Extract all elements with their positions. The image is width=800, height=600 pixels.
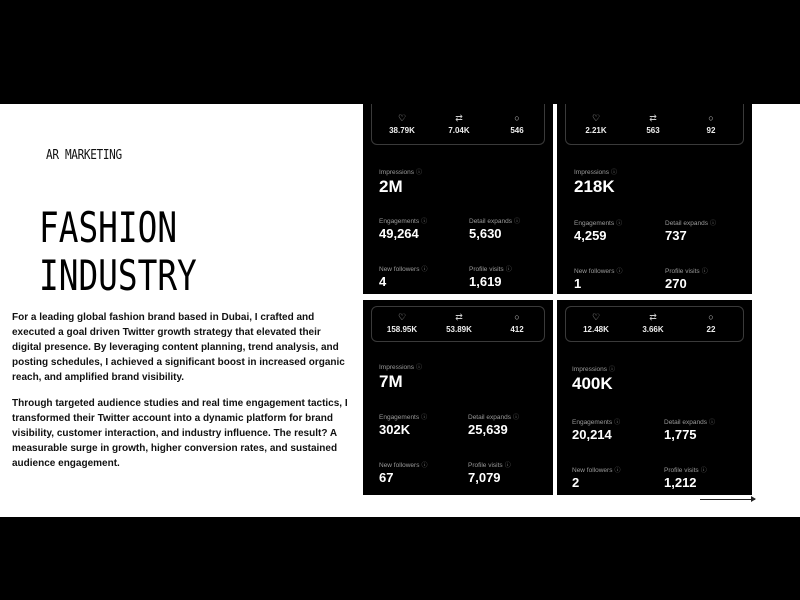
impressions-value: 2M bbox=[379, 177, 403, 196]
retweets-value: 7.04K bbox=[448, 126, 470, 135]
replies-value: 92 bbox=[706, 126, 716, 135]
detail-expands-value: 25,639 bbox=[468, 422, 508, 437]
retweets-stat bbox=[628, 312, 678, 334]
info-icon: ⓘ bbox=[609, 367, 616, 373]
info-icon: ⓘ bbox=[504, 463, 511, 469]
impressions-label: Impressions ⓘ bbox=[574, 169, 618, 176]
info-icon: ⓘ bbox=[616, 269, 623, 275]
analytics-card-3 bbox=[363, 300, 553, 495]
description-paragraph-2: Through targeted audience studies and real time engagement tactics, I transformed their Twitter account into a dynamic platform for brand visibility, customer interaction, and industry influence. The result? A measurable surge in growth, higher conversion rates, and sustained audience engagement. bbox=[12, 398, 348, 469]
retweet-icon: ⇄ bbox=[649, 113, 657, 123]
reply-icon: ○ bbox=[708, 113, 714, 123]
info-icon: ⓘ bbox=[616, 221, 623, 227]
likes-stat bbox=[377, 312, 427, 334]
slide bbox=[0, 104, 800, 517]
replies-value: 546 bbox=[510, 126, 524, 135]
retweet-icon: ⇄ bbox=[649, 312, 657, 322]
engagements-value: 49,264 bbox=[379, 226, 419, 241]
description bbox=[12, 310, 352, 482]
impressions-value: 400K bbox=[572, 374, 613, 393]
info-icon: ⓘ bbox=[416, 170, 423, 176]
engagements-label: Engagements ⓘ bbox=[379, 414, 428, 421]
info-icon: ⓘ bbox=[614, 468, 621, 474]
likes-value: 12.48K bbox=[583, 325, 609, 334]
retweets-stat bbox=[434, 113, 484, 135]
replies-stat bbox=[492, 113, 542, 135]
likes-stat bbox=[571, 312, 621, 334]
description-paragraph-1: For a leading global fashion brand based in Dubai, I crafted and executed a goal driven Twitter growth strategy that elevated their digital presence. By leveraging content planning, trend analysis, and posting schedules, I achieved a significant boost in increased organic reach, and amplified brand visibility. bbox=[12, 312, 345, 383]
new-followers-value: 67 bbox=[379, 470, 394, 485]
new-followers-label: New followers ⓘ bbox=[379, 462, 428, 469]
info-icon: ⓘ bbox=[700, 468, 707, 474]
likes-value: 38.79K bbox=[389, 126, 415, 135]
heart-icon: ♡ bbox=[591, 113, 601, 123]
replies-value: 412 bbox=[510, 325, 524, 334]
retweets-stat bbox=[628, 113, 678, 135]
profile-visits-value: 1,619 bbox=[469, 274, 502, 289]
info-icon: ⓘ bbox=[611, 170, 618, 176]
profile-visits-label: Profile visits ⓘ bbox=[664, 467, 707, 474]
profile-visits-label: Profile visits ⓘ bbox=[469, 266, 512, 273]
impressions-label: Impressions ⓘ bbox=[572, 366, 616, 373]
likes-value: 2.21K bbox=[585, 126, 607, 135]
retweet-icon: ⇄ bbox=[455, 312, 463, 322]
profile-visits-label: Profile visits ⓘ bbox=[665, 268, 708, 275]
retweets-value: 3.66K bbox=[642, 325, 664, 334]
page-title bbox=[39, 204, 197, 300]
detail-expands-label: Detail expands ⓘ bbox=[468, 414, 520, 421]
retweets-value: 563 bbox=[646, 126, 660, 135]
brand-name: AR MARKETING bbox=[46, 148, 122, 163]
impressions-value: 7M bbox=[379, 372, 403, 391]
info-icon: ⓘ bbox=[701, 269, 708, 275]
info-icon: ⓘ bbox=[513, 415, 520, 421]
analytics-card-4 bbox=[557, 300, 752, 495]
title-line-2: INDUSTRY bbox=[39, 251, 197, 300]
analytics-card-2 bbox=[557, 104, 752, 294]
info-icon: ⓘ bbox=[421, 415, 428, 421]
engagements-value: 302K bbox=[379, 422, 411, 437]
info-icon: ⓘ bbox=[421, 463, 428, 469]
engagements-label: Engagements ⓘ bbox=[572, 419, 621, 426]
arrow-right-icon bbox=[700, 499, 755, 500]
heart-icon: ♡ bbox=[397, 113, 407, 123]
title-line-1: FASHION bbox=[39, 203, 178, 252]
engagements-label: Engagements ⓘ bbox=[379, 218, 428, 225]
analytics-card-1 bbox=[363, 104, 553, 294]
detail-expands-label: Detail expands ⓘ bbox=[469, 218, 521, 225]
engagements-value: 4,259 bbox=[574, 228, 607, 243]
reply-icon: ○ bbox=[514, 113, 520, 123]
heart-icon: ♡ bbox=[591, 312, 601, 322]
profile-visits-value: 7,079 bbox=[468, 470, 501, 485]
replies-stat bbox=[492, 312, 542, 334]
replies-value: 22 bbox=[706, 325, 716, 334]
likes-value: 158.95K bbox=[386, 325, 418, 334]
detail-expands-label: Detail expands ⓘ bbox=[664, 419, 716, 426]
retweets-stat bbox=[434, 312, 484, 334]
new-followers-label: New followers ⓘ bbox=[379, 266, 428, 273]
info-icon: ⓘ bbox=[614, 420, 621, 426]
detail-expands-value: 737 bbox=[665, 228, 687, 243]
new-followers-label: New followers ⓘ bbox=[574, 268, 623, 275]
info-icon: ⓘ bbox=[505, 267, 512, 273]
info-icon: ⓘ bbox=[421, 267, 428, 273]
likes-stat bbox=[377, 113, 427, 135]
info-icon: ⓘ bbox=[709, 420, 716, 426]
profile-visits-label: Profile visits ⓘ bbox=[468, 462, 511, 469]
new-followers-value: 4 bbox=[379, 274, 387, 289]
impressions-value: 218K bbox=[574, 177, 615, 196]
detail-expands-value: 1,775 bbox=[664, 427, 697, 442]
detail-expands-label: Detail expands ⓘ bbox=[665, 220, 717, 227]
retweets-value: 53.89K bbox=[446, 325, 472, 334]
likes-stat bbox=[571, 113, 621, 135]
detail-expands-value: 5,630 bbox=[469, 226, 502, 241]
info-icon: ⓘ bbox=[416, 365, 423, 371]
new-followers-value: 1 bbox=[574, 276, 582, 291]
impressions-label: Impressions ⓘ bbox=[379, 364, 423, 371]
reply-icon: ○ bbox=[708, 312, 714, 322]
replies-stat bbox=[686, 113, 736, 135]
engagements-value: 20,214 bbox=[572, 427, 612, 442]
engagements-label: Engagements ⓘ bbox=[574, 220, 623, 227]
profile-visits-value: 1,212 bbox=[664, 475, 697, 490]
reply-icon: ○ bbox=[514, 312, 520, 322]
info-icon: ⓘ bbox=[710, 221, 717, 227]
retweet-icon: ⇄ bbox=[455, 113, 463, 123]
new-followers-label: New followers ⓘ bbox=[572, 467, 621, 474]
info-icon: ⓘ bbox=[421, 219, 428, 225]
heart-icon: ♡ bbox=[397, 312, 407, 322]
engagement-bar bbox=[371, 306, 545, 342]
new-followers-value: 2 bbox=[572, 475, 580, 490]
profile-visits-value: 270 bbox=[665, 276, 687, 291]
engagement-bar bbox=[371, 104, 545, 145]
impressions-label: Impressions ⓘ bbox=[379, 169, 423, 176]
replies-stat bbox=[686, 312, 736, 334]
engagement-bar bbox=[565, 104, 744, 145]
info-icon: ⓘ bbox=[514, 219, 521, 225]
engagement-bar bbox=[565, 306, 744, 342]
